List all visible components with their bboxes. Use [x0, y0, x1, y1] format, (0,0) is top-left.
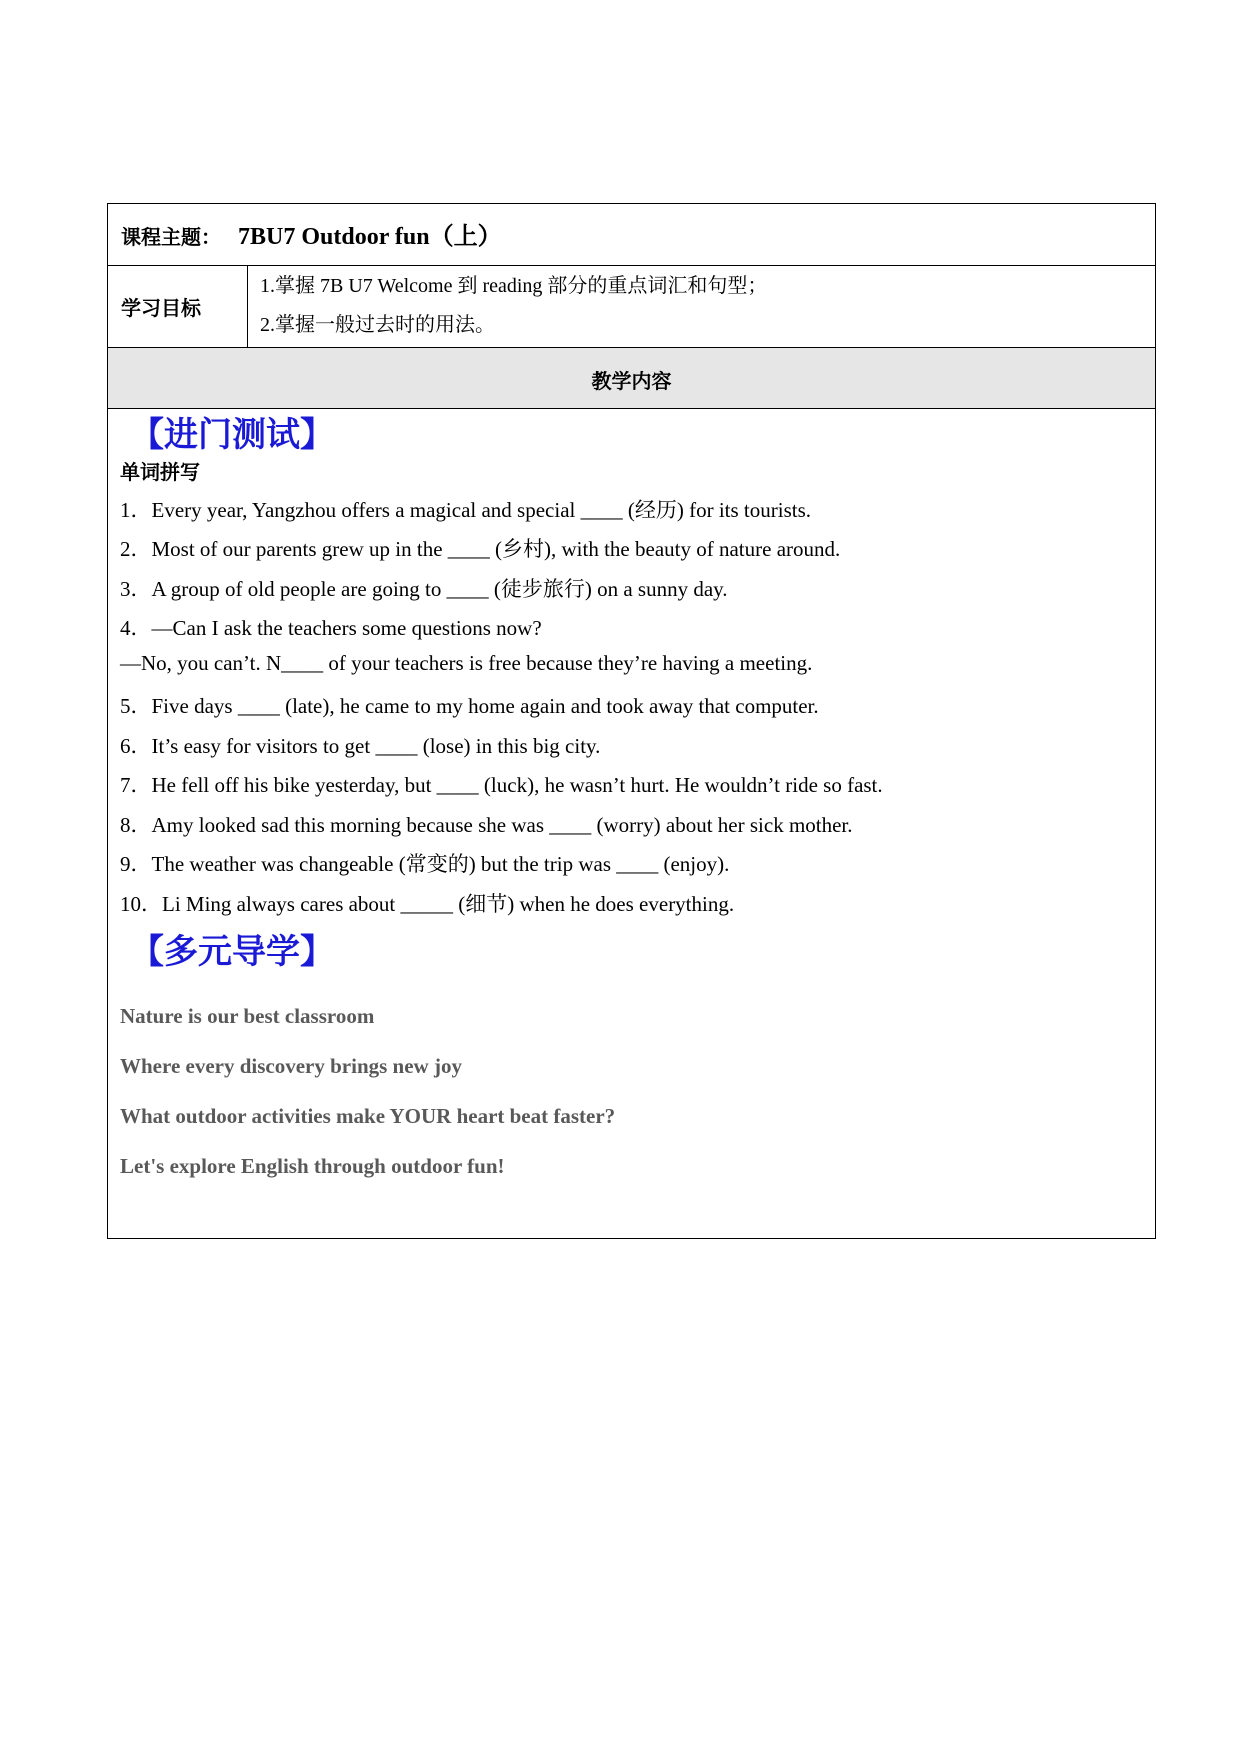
question-line: 2．Most of our parents grew up in the ____ (乡村), with the beauty of nature around.: [120, 537, 841, 561]
question-line: —No, you can’t. N____ of your teachers is free because they’re having a meeting.: [120, 651, 813, 675]
topic-label: 课程主题：: [121, 225, 221, 249]
question-line: 9．The weather was changeable (常变的) but the trip was ____ (enjoy).: [120, 852, 730, 876]
question-line: 8．Amy looked sad this morning because she was ____ (worry) about her sick mother.: [120, 813, 853, 837]
goals-label: 学习目标: [121, 296, 201, 320]
question-line: 1．Every year, Yangzhou offers a magical and special ____ (经历) for its tourists.: [120, 498, 812, 522]
content-heading: 教学内容: [591, 369, 672, 393]
question-line: 4．—Can I ask the teachers some questions now?: [120, 616, 542, 640]
motto-line: What outdoor activities make YOUR heart beat faster?: [120, 1104, 616, 1128]
motto-line: Nature is our best classroom: [120, 1004, 375, 1028]
lesson-table: [107, 203, 1156, 1239]
question-line: 10．Li Ming always cares about _____ (细节) when he does everything.: [120, 892, 735, 916]
section-subtitle: 单词拼写: [120, 460, 200, 484]
section-title-entry-test: 【进门测试】: [130, 415, 334, 455]
goal-item: 1.掌握 7B U7 Welcome 到 reading 部分的重点词汇和句型；: [260, 275, 768, 297]
question-line: 3．A group of old people are going to ____ (徒步旅行) on a sunny day.: [120, 577, 728, 601]
motto-line: Where every discovery brings new joy: [120, 1054, 462, 1078]
topic-row: [108, 204, 1155, 266]
motto-line: Let's explore English through outdoor fun!: [120, 1154, 505, 1178]
section-title-guided-learning: 【多元导学】: [130, 932, 334, 972]
content-heading-row: [108, 348, 1155, 409]
question-line: 5．Five days ____ (late), he came to my home again and took away that computer.: [120, 694, 819, 718]
topic-value: 7BU7 Outdoor fun（上）: [238, 224, 502, 250]
question-line: 6．It’s easy for visitors to get ____ (lose) in this big city.: [120, 734, 601, 758]
question-line: 7．He fell off his bike yesterday, but ____ (luck), he wasn’t hurt. He wouldn’t ride so fast.: [120, 773, 883, 797]
goals-label-cell: [108, 266, 248, 347]
goals-row: [108, 266, 1155, 348]
goal-item: 2.掌握一般过去时的用法。: [260, 314, 495, 336]
